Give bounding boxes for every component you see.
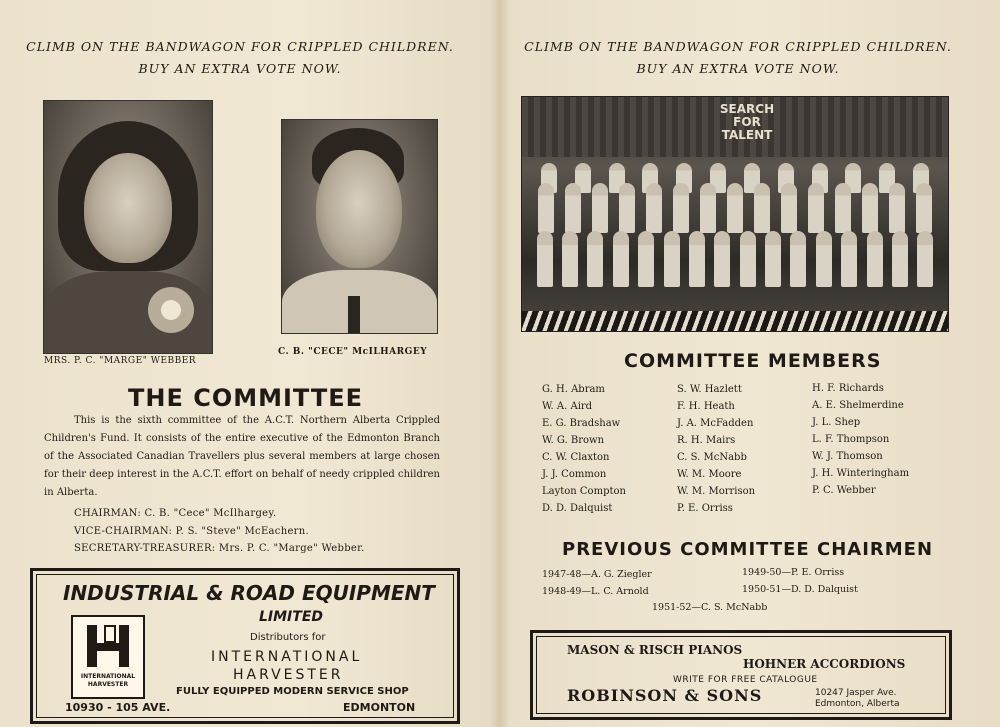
members-heading: COMMITTEE MEMBERS [624,350,882,372]
committee-group-photo [521,96,949,332]
member-name: W. M. Morrison [677,486,756,497]
member-name: R. H. Mairs [677,435,736,446]
caption-cece-mcilhargey: C. B. "CECE" McILHARGEY [278,347,428,357]
chairman-entry: 1948-49—L. C. Arnold [542,586,649,597]
photo-sign-line1: SEARCH [719,102,775,116]
member-name: E. G. Bradshaw [542,418,621,429]
members-column-2 [677,381,755,517]
ad-ire-brand-line2: HARVESTER [233,667,344,683]
member-name: W. G. Brown [542,435,605,446]
chairman-entry: 1949-50—P. E. Orriss [742,567,845,578]
caption-marge-webber: MRS. P. C. "MARGE" WEBBER [44,356,197,366]
members-column-1 [542,381,626,517]
committee-description: This is the sixth committee of the A.C.T. Northern Alberta Crippled Children's Fund. It consists of the entire executive of the Edmonton Branch of the Associated Canadian Travellers plus several members at large chosen for their deep interest in the A.C.T. effort on behalf of needy crippled children in Alberta. [44,415,440,498]
ad-ire-subtitle: LIMITED [259,609,324,625]
member-name: A. E. Shelmerdine [812,400,904,411]
left-page [0,0,490,727]
members-column-3 [812,380,909,499]
photo-sign-line2: FOR [733,115,761,129]
ad-rs-name: ROBINSON & SONS [567,686,763,705]
ad-ire-service: FULLY EQUIPPED MODERN SERVICE SHOP [176,686,409,697]
right-slogan-line1: CLIMB ON THE BANDWAGON FOR CRIPPLED CHILDREN. [524,39,952,54]
officer-vice-chairman: VICE-CHAIRMAN: P. S. "Steve" McEachern. [74,526,309,537]
member-name: F. H. Heath [677,401,735,412]
ad-ire-title: INDUSTRIAL & ROAD EQUIPMENT [63,581,435,605]
ad-robinson-sons [530,630,952,720]
member-name: J. H. Winteringham [812,468,910,479]
committee-heading: THE COMMITTEE [128,384,363,412]
right-page [500,0,1000,727]
member-name: W. J. Thomson [812,451,883,462]
chairman-entry: 1950-51—D. D. Dalquist [742,584,858,595]
ad-ire-brand-line1: INTERNATIONAL [211,649,363,665]
photo-sign-line3: TALENT [721,128,773,142]
ad-rs-addr1: 10247 Jasper Ave. [815,688,897,698]
left-slogan-line2: BUY AN EXTRA VOTE NOW. [138,61,342,76]
officer-secretary-treasurer: SECRETARY-TREASURER: Mrs. P. C. "Marge" Webber. [74,543,365,554]
ad-industrial-road-equipment [30,568,460,724]
officer-chairman: CHAIRMAN: C. B. "Cece" McIlhargey. [74,508,277,519]
member-name: C. W. Claxton [542,452,610,463]
member-name: G. H. Abram [542,384,605,395]
member-name: J. A. McFadden [677,418,754,429]
member-name: C. S. McNabb [677,452,747,463]
member-name: W. A. Aird [542,401,593,412]
member-name: L. F. Thompson [812,434,890,445]
ad-rs-addr2: Edmonton, Alberta [815,699,900,709]
left-slogan-line1: CLIMB ON THE BANDWAGON FOR CRIPPLED CHILDREN. [26,39,454,54]
ad-rs-line2: HOHNER ACCORDIONS [743,657,906,671]
member-name: Layton Compton [542,486,626,497]
member-name: W. M. Moore [677,469,742,480]
ad-rs-line1: MASON & RISCH PIANOS [567,643,743,657]
member-name: S. W. Hazlett [677,384,742,395]
chairman-entry: 1951-52—C. S. McNabb [652,602,768,613]
left-slogan [20,36,460,80]
ad-ire-address: 10930 - 105 AVE. [65,701,171,714]
photo-sign [712,103,782,142]
photo-marge-webber [43,100,213,354]
international-harvester-logo [71,615,145,699]
right-slogan [518,36,958,80]
chairmen-heading: PREVIOUS COMMITTEE CHAIRMEN [562,539,934,560]
member-name: J. L. Shep [812,417,861,428]
right-slogan-line2: BUY AN EXTRA VOTE NOW. [636,61,840,76]
member-name: H. F. Richards [812,383,884,394]
ad-ire-distributors: Distributors for [250,632,326,643]
member-name: J. J. Common [542,469,607,480]
photo-cece-mcilhargey [281,119,438,334]
logo-text-line1: INTERNATIONAL [80,673,136,680]
member-name: P. E. Orriss [677,503,733,514]
chairman-entry: 1947-48—A. G. Ziegler [542,569,652,580]
member-name: D. D. Dalquist [542,503,613,514]
ad-ire-city: EDMONTON [343,701,416,714]
logo-text-line2: HARVESTER [87,681,129,688]
member-name: P. C. Webber [812,485,876,496]
ad-rs-line3: WRITE FOR FREE CATALOGUE [673,675,818,685]
